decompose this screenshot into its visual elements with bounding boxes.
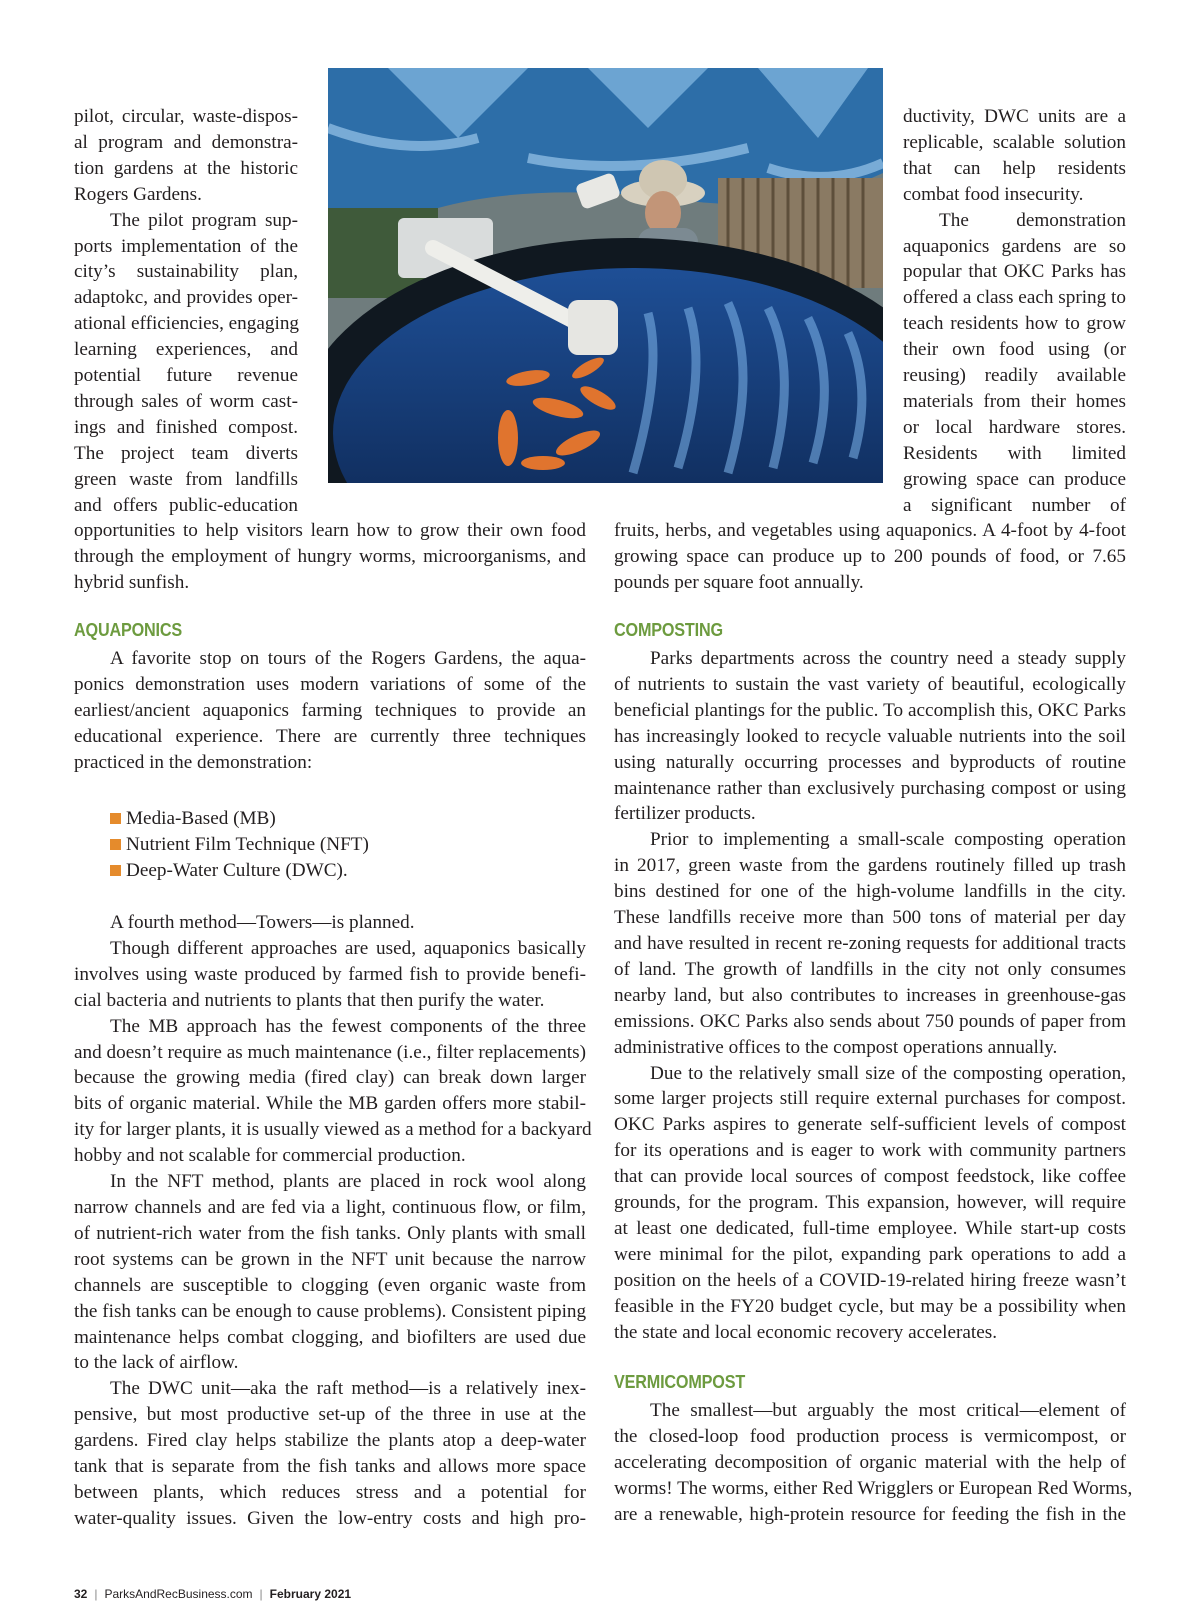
text-line: These landfills receive more than 500 tons of material per day bbox=[614, 907, 1126, 929]
list-item-label: Deep-Water Culture (DWC). bbox=[126, 859, 348, 881]
text-line: Parks departments across the country need a steady supply bbox=[650, 648, 1126, 669]
vermicompost-body bbox=[614, 1398, 1133, 1528]
text-line: some larger projects still require external purchases for compost. bbox=[614, 1088, 1126, 1110]
text-line: has increasingly looked to recycle valuable nutrients into the soil bbox=[614, 725, 1126, 747]
col1-wide-paragraph bbox=[74, 518, 586, 596]
text-line: ports implementation of the bbox=[74, 235, 298, 257]
text-line: worms! The worms, either Red Wrigglers or European Red Worms, bbox=[614, 1477, 1133, 1499]
text-line: reusing) readily available bbox=[903, 365, 1126, 387]
text-line: Though different approaches are used, aquaponics basically bbox=[110, 937, 586, 959]
col2-wide-paragraph bbox=[614, 518, 1126, 596]
text-line: ational efficiencies, engaging bbox=[74, 313, 300, 335]
text-line: in 2017, green waste from the gardens routinely filled up trash bbox=[614, 855, 1126, 877]
text-line: root systems can be grown in the NFT unit because the narrow bbox=[74, 1248, 586, 1270]
text-line: bins destined for one of the high-volume landfills in the city. bbox=[614, 881, 1126, 903]
text-line: ity for larger plants, it is usually viewed as a method for a backyard bbox=[74, 1119, 592, 1141]
page-number: 32 bbox=[74, 1587, 88, 1601]
divider: | bbox=[259, 1587, 263, 1601]
text-line: gardens. Fired clay helps stabilize the plants atop a deep-water bbox=[74, 1430, 586, 1452]
text-line: fruits, herbs, and vegetables using aquaponics. A 4-foot by 4-foot bbox=[614, 520, 1126, 541]
text-line: that can provide local sources of compost feedstock, like coffee bbox=[614, 1166, 1126, 1188]
text-line: educational experience. There are currently three techniques bbox=[74, 725, 586, 747]
text-line: between plants, which reduces stress and a potential for bbox=[74, 1481, 586, 1503]
text-line: practiced in the demonstration: bbox=[74, 751, 313, 773]
text-line: The pilot program sup- bbox=[110, 209, 298, 231]
text-line: or local hardware stores. bbox=[903, 416, 1126, 438]
aquaponics-tank-photo bbox=[328, 68, 883, 483]
aquaponics-intro bbox=[74, 646, 586, 776]
text-line: using naturally occurring processes and byproducts of routine bbox=[614, 751, 1126, 773]
list-item-label: Media-Based (MB) bbox=[126, 808, 276, 829]
text-line: through sales of worm cast- bbox=[74, 390, 298, 412]
text-line: Rogers Gardens. bbox=[74, 183, 202, 205]
issue-date: February 2021 bbox=[269, 1587, 352, 1601]
text-line: al program and demonstra- bbox=[74, 131, 298, 153]
text-line: hobby and not scalable for commercial production. bbox=[74, 1145, 466, 1167]
text-line: growing space can produce bbox=[903, 468, 1126, 490]
text-line: their own food using (or bbox=[903, 339, 1126, 361]
text-line: water-quality issues. Given the low-entry costs and high pro- bbox=[74, 1507, 586, 1529]
text-line: nearby land, but also contributes to increases in greenhouse-gas bbox=[614, 984, 1126, 1006]
text-line: narrow channels and are fed via a light, continuous flow, or film, bbox=[74, 1196, 586, 1218]
text-line: potential future revenue bbox=[74, 365, 298, 387]
vermicompost-heading: VERMICOMPOST bbox=[614, 1372, 746, 1392]
text-line: pounds per square foot annually. bbox=[614, 571, 864, 593]
text-line: tank that is separate from the fish tanks and allows more space bbox=[74, 1456, 586, 1478]
text-line: teach residents how to grow bbox=[903, 313, 1126, 335]
text-line: cial bacteria and nutrients to plants that then purify the water. bbox=[74, 989, 545, 1011]
text-line: The demonstration bbox=[939, 209, 1126, 231]
text-line: channels are susceptible to clogging (even organic waste from bbox=[74, 1274, 586, 1296]
aquaponics-body bbox=[74, 910, 592, 1532]
text-line: maintenance rather than exclusively purchasing compost or using bbox=[614, 777, 1126, 799]
text-line: tion gardens at the historic bbox=[74, 157, 298, 179]
list-item bbox=[110, 858, 369, 884]
text-line: growing space can produce up to 200 pounds of food, or 7.65 bbox=[614, 545, 1126, 567]
text-line: The smallest—but arguably the most critical—element of bbox=[650, 1400, 1126, 1421]
site-name: ParksAndRecBusiness.com bbox=[104, 1587, 253, 1601]
divider: | bbox=[94, 1587, 98, 1601]
text-line: A fourth method—Towers—is planned. bbox=[110, 912, 415, 933]
text-line: Residents with limited bbox=[903, 442, 1126, 464]
text-line: popular that OKC Parks has bbox=[903, 261, 1126, 283]
composting-body bbox=[614, 646, 1126, 1345]
text-line: adaptokc, and provides oper- bbox=[74, 287, 298, 309]
text-line: the closed-loop food production process is vermicompost, or bbox=[614, 1425, 1126, 1447]
text-line: opportunities to help visitors learn how to grow their own food bbox=[74, 520, 586, 541]
text-line: because the growing media (fired clay) can break down larger bbox=[74, 1067, 586, 1089]
text-line: for its operations and is eager to work with community partners bbox=[614, 1140, 1126, 1162]
text-line: a significant number of bbox=[903, 494, 1126, 516]
technique-list bbox=[110, 806, 369, 884]
text-line: that can help residents bbox=[903, 157, 1126, 179]
text-line: are a renewable, high-protein resource for feeding the fish in the bbox=[614, 1503, 1126, 1525]
col1-top-paragraph bbox=[74, 104, 298, 519]
text-line: learning experiences, and bbox=[74, 339, 298, 361]
text-line: The MB approach has the fewest components of the three bbox=[110, 1015, 586, 1037]
text-line: pensive, but most productive set-up of the three in use at the bbox=[74, 1404, 586, 1426]
text-line: position on the heels of a COVID-19-related hiring freeze wasn’t bbox=[614, 1269, 1126, 1291]
text-line: replicable, scalable solution bbox=[903, 131, 1126, 153]
text-line: and doesn’t require as much maintenance (i.e., filter replacements) bbox=[74, 1041, 586, 1063]
text-line: In the NFT method, plants are placed in rock wool along bbox=[110, 1171, 586, 1193]
list-item-label: Nutrient Film Technique (NFT) bbox=[126, 833, 369, 855]
text-line: administrative offices to the compost operations annually. bbox=[614, 1036, 1058, 1058]
list-item bbox=[110, 806, 369, 832]
text-line: A favorite stop on tours of the Rogers Gardens, the aqua- bbox=[110, 648, 586, 669]
bullet-square-icon bbox=[110, 813, 121, 824]
text-line: beneficial plantings for the public. To accomplish this, OKC Parks bbox=[614, 699, 1126, 721]
text-line: green waste from landfills bbox=[74, 468, 298, 490]
list-item bbox=[110, 832, 369, 858]
col2-top-paragraph bbox=[903, 104, 1126, 519]
text-line: aquaponics gardens are so bbox=[903, 235, 1126, 257]
bullet-square-icon bbox=[110, 865, 121, 876]
text-line: and offers public-education bbox=[74, 494, 298, 516]
text-line: at least one dedicated, full-time employee. While start-up costs bbox=[614, 1217, 1126, 1239]
text-line: of land. The growth of landfills in the city not only consumes bbox=[614, 958, 1126, 980]
aquaponics-heading: AQUAPONICS bbox=[74, 620, 183, 640]
text-line: Prior to implementing a small-scale composting operation bbox=[650, 829, 1126, 851]
text-line: grounds, for the program. This expansion, however, will require bbox=[614, 1192, 1126, 1214]
composting-heading: COMPOSTING bbox=[614, 620, 723, 640]
text-line: and have resulted in recent re-zoning requests for additional tracts bbox=[614, 932, 1126, 954]
text-line: combat food insecurity. bbox=[903, 183, 1084, 205]
text-line: The project team diverts bbox=[74, 442, 298, 464]
bullet-square-icon bbox=[110, 839, 121, 850]
text-line: ings and finished compost. bbox=[74, 416, 298, 438]
text-line: fertilizer products. bbox=[614, 803, 756, 825]
text-line: to the lack of airflow. bbox=[74, 1352, 239, 1374]
text-line: hybrid sunfish. bbox=[74, 571, 190, 593]
text-line: Due to the relatively small size of the composting operation, bbox=[650, 1062, 1126, 1084]
text-line: offered a class each spring to bbox=[903, 287, 1126, 309]
text-line: bits of organic material. While the MB garden offers more stabil- bbox=[74, 1093, 586, 1115]
text-line: the fish tanks can be enough to cause problems). Consistent piping bbox=[74, 1300, 587, 1322]
text-line: of nutrients to sustain the vast variety of beautiful, ecologically bbox=[614, 673, 1126, 695]
text-line: maintenance helps combat clogging, and biofilters are used due bbox=[74, 1326, 586, 1348]
text-line: were minimal for the pilot, expanding park operations to add a bbox=[614, 1243, 1126, 1265]
text-line: feasible in the FY20 budget cycle, but may be a possibility when bbox=[614, 1295, 1126, 1317]
text-line: earliest/ancient aquaponics farming techniques to provide an bbox=[74, 699, 586, 721]
text-line: the state and local economic recovery accelerates. bbox=[614, 1321, 998, 1343]
text-line: accelerating decomposition of organic material with the help of bbox=[614, 1451, 1126, 1473]
text-line: ductivity, DWC units are a bbox=[903, 106, 1126, 127]
text-line: city’s sustainability plan, bbox=[74, 261, 298, 283]
text-line: materials from their homes bbox=[903, 390, 1126, 412]
text-line: involves using waste produced by farmed fish to provide benefi- bbox=[74, 963, 586, 985]
page-footer bbox=[74, 1587, 351, 1601]
text-line: of nutrient-rich water from the fish tanks. Only plants with small bbox=[74, 1222, 586, 1244]
text-line: OKC Parks aspires to generate self-sufficient levels of compost bbox=[614, 1114, 1126, 1136]
text-line: through the employment of hungry worms, microorganisms, and bbox=[74, 545, 586, 567]
text-line: ponics demonstration uses modern variations of some of the bbox=[74, 673, 586, 695]
text-line: pilot, circular, waste-dispos- bbox=[74, 106, 298, 127]
text-line: The DWC unit—aka the raft method—is a relatively inex- bbox=[110, 1378, 586, 1400]
text-line: emissions. OKC Parks also sends about 750 pounds of paper from bbox=[614, 1010, 1126, 1032]
